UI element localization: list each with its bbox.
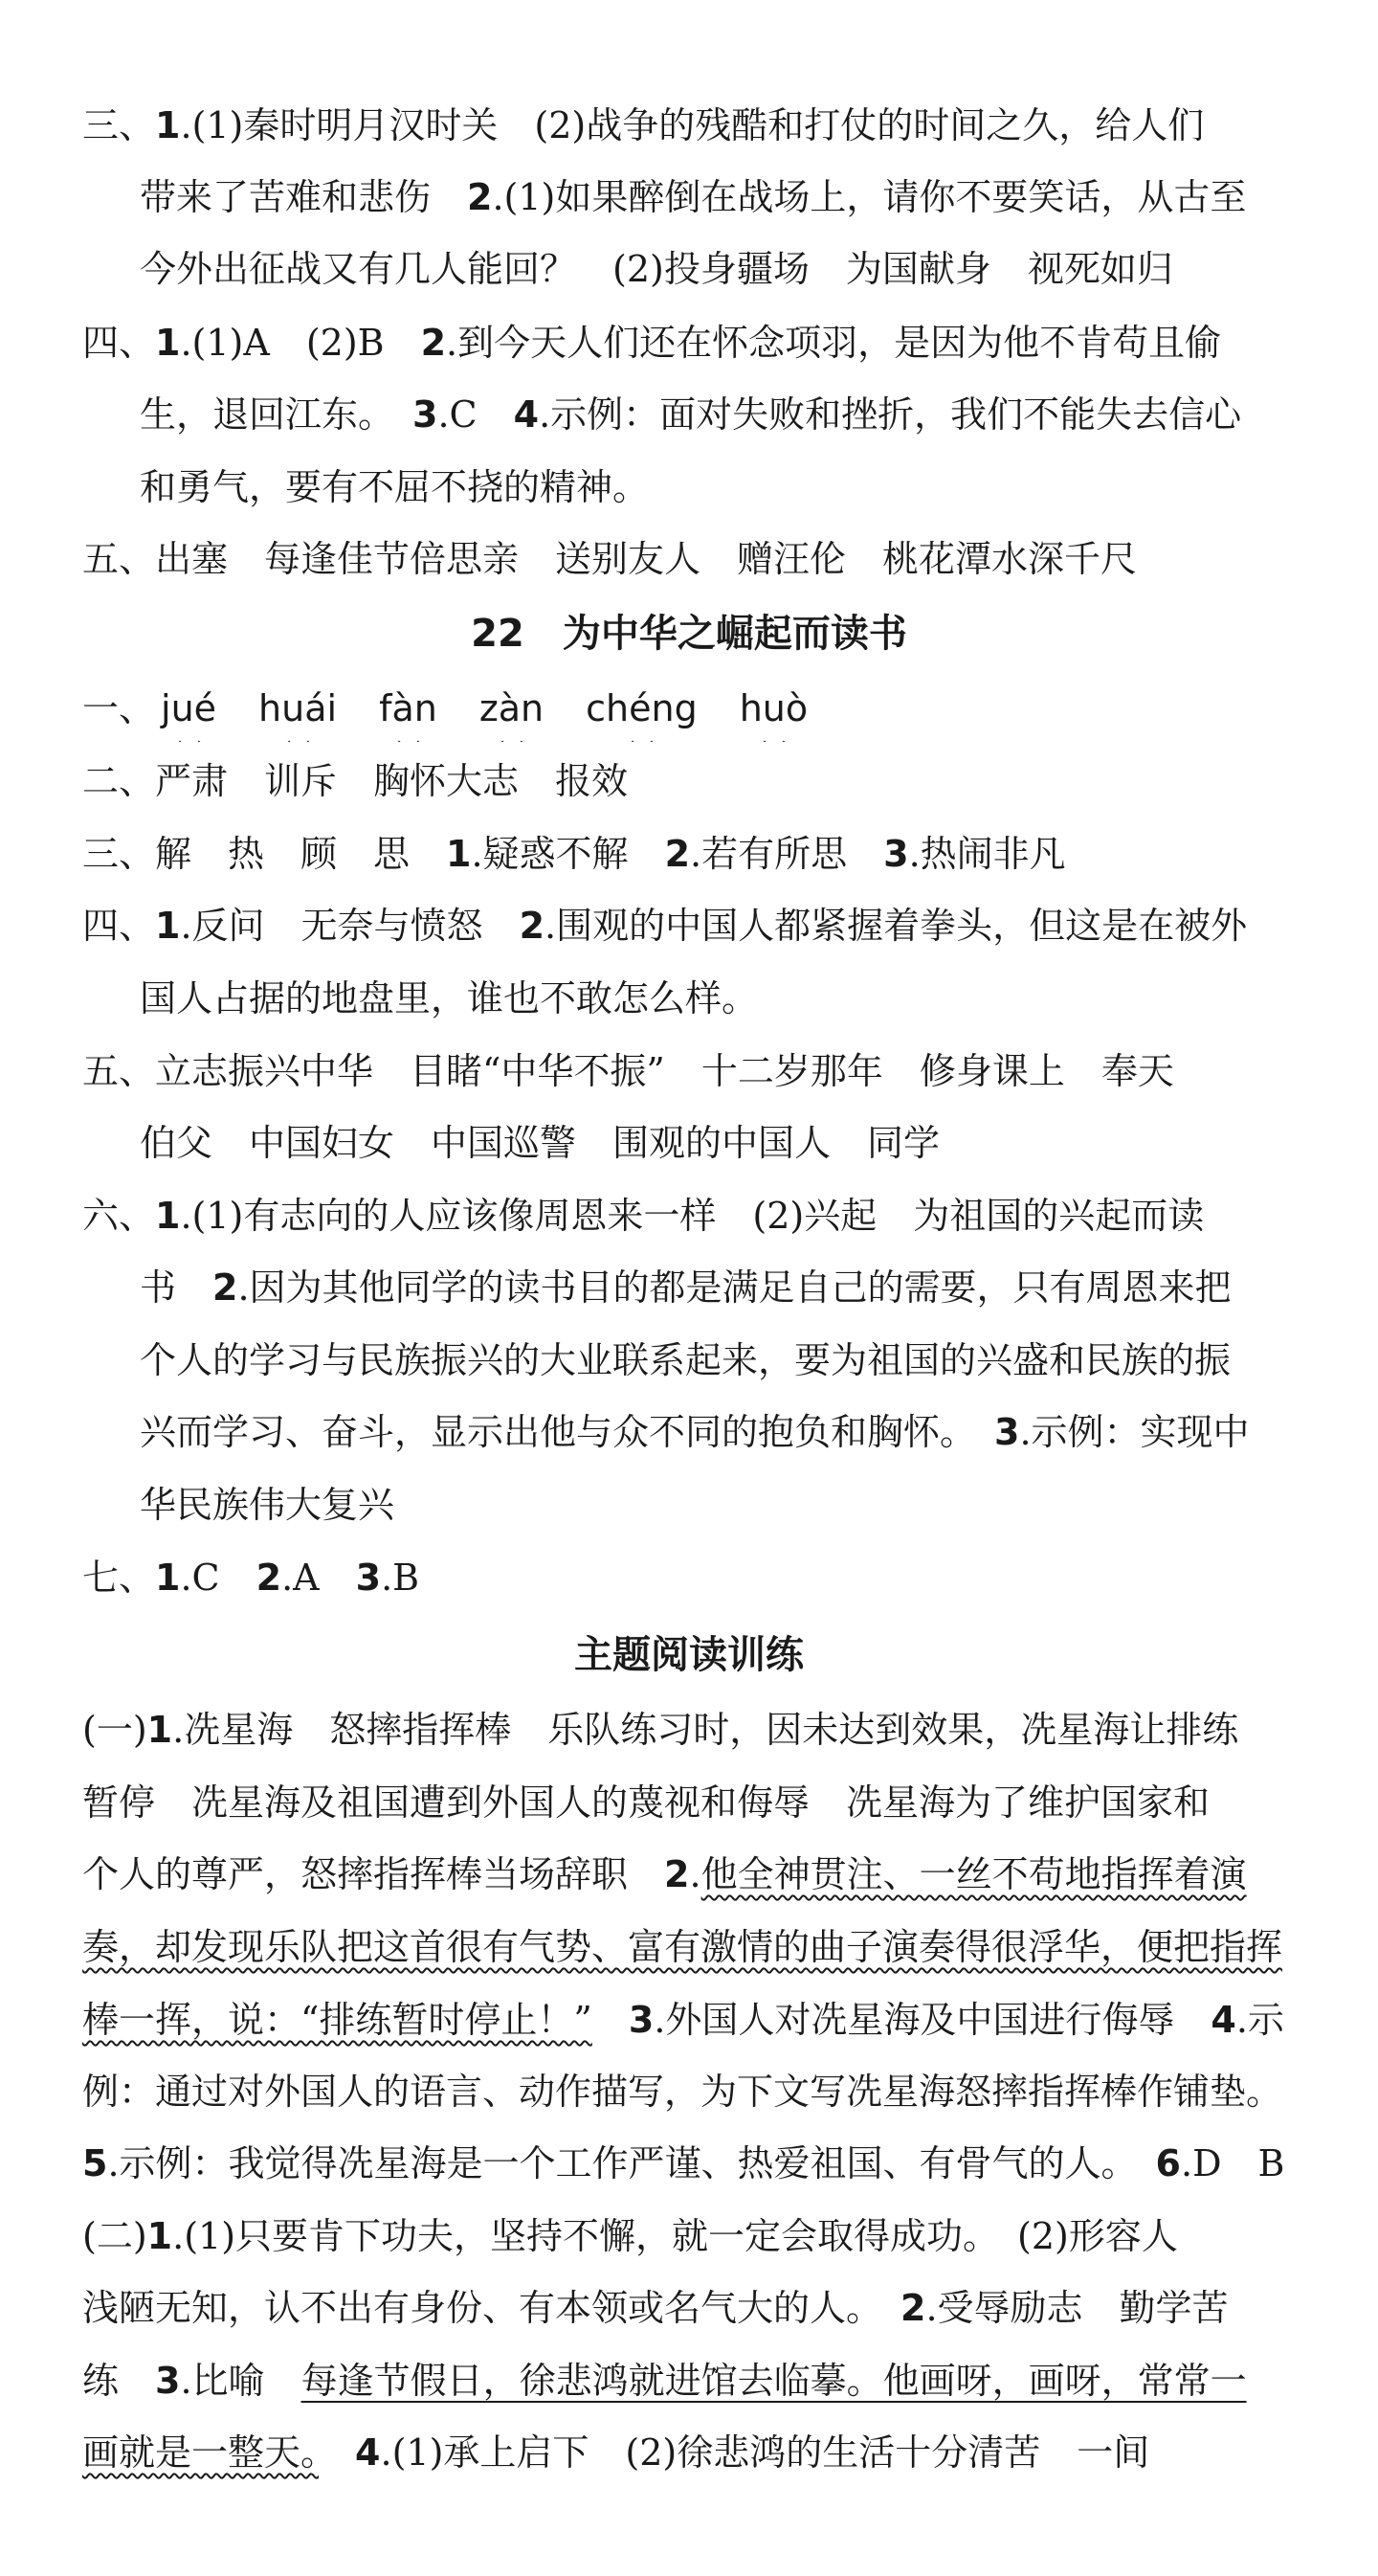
text-seg: .(1)只要肯下功夫，坚持不懈，就一定会取得成功。 (2)形容人 xyxy=(172,2215,1178,2257)
text-seg: . xyxy=(689,1853,701,1895)
answer-line xyxy=(82,820,1340,887)
question-number: 1 xyxy=(146,1709,173,1751)
pinyin-answer: chéng xyxy=(586,675,698,742)
text-seg: .示例：我觉得冼星海是一个工作严谨、热爱祖国、有骨气的人。 xyxy=(107,2142,1156,2184)
pinyin-answer: zàn xyxy=(479,675,544,742)
question-number: 4 xyxy=(355,2431,381,2474)
text-seg: 兴而学习、奋斗，显示出他与众不同的抱负和胸怀。 xyxy=(140,1411,995,1453)
question-number: 3 xyxy=(628,1999,655,2041)
text-seg: .反问 无奈与愤怒 xyxy=(180,905,520,947)
question-number: 2 xyxy=(664,1853,690,1895)
text-seg: 华民族伟大复兴 xyxy=(140,1484,395,1526)
text-seg: 个人的学习与民族振兴的大业联系起来，要为祖国的兴盛和民族的振 xyxy=(140,1339,1232,1381)
question-number: 3 xyxy=(994,1411,1020,1453)
text-seg: 五、出塞 每逢佳节倍思亲 送别友人 赠汪伦 桃花潭水深千尺 xyxy=(82,538,1138,580)
text-seg: .C xyxy=(180,1557,256,1599)
text-seg: 三、解 热 顾 思 xyxy=(82,833,447,875)
answer-line xyxy=(140,381,1340,448)
pinyin-answer: huò xyxy=(740,675,808,742)
text-seg: 二、严肃 训斥 胸怀大志 报效 xyxy=(82,760,629,802)
text-seg: 书 xyxy=(140,1266,213,1309)
text-seg: .疑惑不解 xyxy=(471,833,665,875)
answer-line xyxy=(140,1109,1340,1176)
answer-line xyxy=(82,2274,1340,2341)
question-number: 5 xyxy=(82,2142,108,2184)
underlined-text: 每逢节假日，徐悲鸿就进馆去临摹。他画呀，画呀，常常一 xyxy=(300,2360,1247,2402)
answer-line xyxy=(82,2419,1340,2486)
question-number: 2 xyxy=(420,322,447,364)
answer-line xyxy=(82,1914,1340,1981)
text-seg: .(1)如果醉倒在战场上，请你不要笑话，从古至 xyxy=(492,176,1247,218)
question-number: 1 xyxy=(155,322,181,364)
text-seg: (二) xyxy=(82,2215,147,2257)
pinyin-line xyxy=(82,675,1340,742)
text-seg: 三、 xyxy=(82,104,156,146)
text-seg: .B xyxy=(381,1557,420,1599)
text-seg: .因为其他同学的读书目的都是满足自己的需要，只有周恩来把 xyxy=(237,1266,1232,1309)
question-number: 2 xyxy=(467,176,493,218)
text-seg: 例：通过对外国人的语言、动作描写，为下文写冼星海怒摔指挥棒作铺垫。 xyxy=(82,2071,1283,2113)
wavy-underlined-text: 画就是一整天。 xyxy=(82,2431,320,2474)
question-number: 3 xyxy=(883,833,909,875)
question-number: 1 xyxy=(155,104,181,146)
pinyin-answer: huái xyxy=(258,675,337,742)
text-seg: .围观的中国人都紧握着拳头，但这是在被外 xyxy=(545,905,1248,947)
answer-line xyxy=(140,1399,1340,1466)
text-seg: 浅陋无知，认不出有身份、有本领或名气大的人。 xyxy=(82,2287,901,2329)
answer-line xyxy=(140,965,1340,1032)
question-number: 2 xyxy=(256,1557,282,1599)
section-title: 主题阅读训练 xyxy=(574,1633,804,1677)
text-seg: 和勇气，要有不屈不挠的精神。 xyxy=(140,466,650,508)
text-seg: 伯父 中国妇女 中国巡警 围观的中国人 同学 xyxy=(140,1122,941,1164)
answer-line xyxy=(82,1544,1340,1611)
question-number: 4 xyxy=(1211,1999,1236,2041)
text-seg: 七、 xyxy=(82,1557,156,1599)
text-seg: 四、 xyxy=(82,905,156,947)
answer-line xyxy=(82,1182,1340,1249)
question-number: 1 xyxy=(446,833,472,875)
question-number: 3 xyxy=(155,2360,181,2402)
question-number: 3 xyxy=(355,1557,382,1599)
question-number: 2 xyxy=(664,833,691,875)
question-number: 2 xyxy=(900,2287,926,2329)
pinyin-answer: jué xyxy=(161,675,216,742)
answer-line xyxy=(140,1327,1340,1394)
text-seg: (一) xyxy=(82,1709,147,1751)
text-seg: 带来了苦难和悲伤 xyxy=(140,176,468,218)
text-seg xyxy=(319,2431,355,2474)
answer-line xyxy=(82,92,1340,159)
answer-line xyxy=(82,1696,1340,1763)
text-seg: .冼星海 怒摔指挥棒 乐队练习时，因未达到效果，冼星海让排练 xyxy=(172,1709,1239,1751)
answer-line xyxy=(82,1986,1340,2053)
text-seg: .比喻 xyxy=(180,2360,301,2402)
answer-line xyxy=(82,748,1340,815)
answer-line xyxy=(140,1471,1340,1538)
question-number: 6 xyxy=(1155,2142,1181,2184)
text-seg: .A xyxy=(281,1557,356,1599)
text-seg: 暂停 冼星海及祖国遭到外国人的蔑视和侮辱 冼星海为了维护国家和 xyxy=(82,1781,1211,1824)
text-seg: .热闹非凡 xyxy=(908,833,1066,875)
text-seg: .受辱励志 勤学苦 xyxy=(925,2287,1229,2329)
lesson-title: 22 为中华之崛起而读书 xyxy=(471,612,907,656)
text-seg xyxy=(592,1999,629,2041)
question-number: 2 xyxy=(519,905,545,947)
text-seg: .C xyxy=(437,393,514,436)
text-seg: .(1)秦时明月汉时关 (2)战争的残酷和打仗的时间之久，给人们 xyxy=(180,104,1205,146)
question-number: 4 xyxy=(513,393,540,436)
text-seg: .到今天人们还在怀念项羽，是因为他不肯苟且偷 xyxy=(446,322,1222,364)
answer-line xyxy=(82,2347,1340,2414)
question-number: 1 xyxy=(155,1557,181,1599)
text-seg: 一、 xyxy=(82,687,156,729)
text-seg: .示例：面对失败和挫折，我们不能失去信心 xyxy=(539,393,1242,436)
text-seg: 练 xyxy=(82,2360,156,2402)
text-seg: 生，退回江东。 xyxy=(140,393,413,436)
answer-line xyxy=(140,1254,1340,1321)
answer-line xyxy=(82,1038,1340,1105)
text-seg: .D B xyxy=(1181,2142,1285,2184)
text-seg: .若有所思 xyxy=(690,833,884,875)
answer-line xyxy=(140,454,1340,521)
text-seg: .外国人对冼星海及中国进行侮辱 xyxy=(654,1999,1211,2041)
text-seg: 四、 xyxy=(82,322,156,364)
text-seg: 六、 xyxy=(82,1195,156,1237)
answer-line xyxy=(82,2058,1340,2125)
answer-line xyxy=(82,526,1340,593)
answer-line xyxy=(82,2203,1340,2270)
text-seg: 五、立志振兴中华 目睹“中华不振” 十二岁那年 修身课上 奉天 xyxy=(82,1050,1174,1092)
text-seg: .示例：实现中 xyxy=(1019,1411,1250,1453)
text-seg: 今外出征战又有几人能回？ (2)投身疆场 为国献身 视死如归 xyxy=(140,248,1173,290)
text-seg: 国人占据的地盘里，谁也不敢怎么样。 xyxy=(140,977,759,1019)
answer-line xyxy=(82,309,1340,376)
question-number: 1 xyxy=(146,2215,173,2257)
answer-line xyxy=(140,235,1340,302)
answer-line xyxy=(82,1769,1340,1836)
text-seg: .(1)有志向的人应该像周恩来一样 (2)兴起 为祖国的兴起而读 xyxy=(180,1195,1205,1237)
question-number: 3 xyxy=(412,393,438,436)
answer-line xyxy=(140,164,1340,231)
wavy-underlined-text: 他全神贯注、一丝不苟地指挥着演 xyxy=(700,1853,1247,1895)
pinyin-answer: fàn xyxy=(379,675,437,742)
answer-line xyxy=(82,2130,1340,2197)
text-seg: .(1)A (2)B xyxy=(180,322,421,364)
wavy-underlined-text: 棒一挥，说：“排练暂时停止！” xyxy=(82,1999,592,2041)
answer-line xyxy=(82,1841,1340,1908)
text-seg: .示 xyxy=(1235,1999,1284,2041)
question-number: 2 xyxy=(212,1266,238,1309)
text-seg: 个人的尊严，怒摔指挥棒当场辞职 xyxy=(82,1853,665,1895)
text-seg: .(1)承上启下 (2)徐悲鸿的生活十分清苦 一间 xyxy=(380,2431,1150,2474)
question-number: 1 xyxy=(155,905,181,947)
question-number: 1 xyxy=(155,1195,181,1237)
wavy-underlined-text: 奏，却发现乐队把这首很有气势、富有激情的曲子演奏得很浮华，便把指挥 xyxy=(82,1926,1283,1968)
answer-line xyxy=(82,892,1340,959)
